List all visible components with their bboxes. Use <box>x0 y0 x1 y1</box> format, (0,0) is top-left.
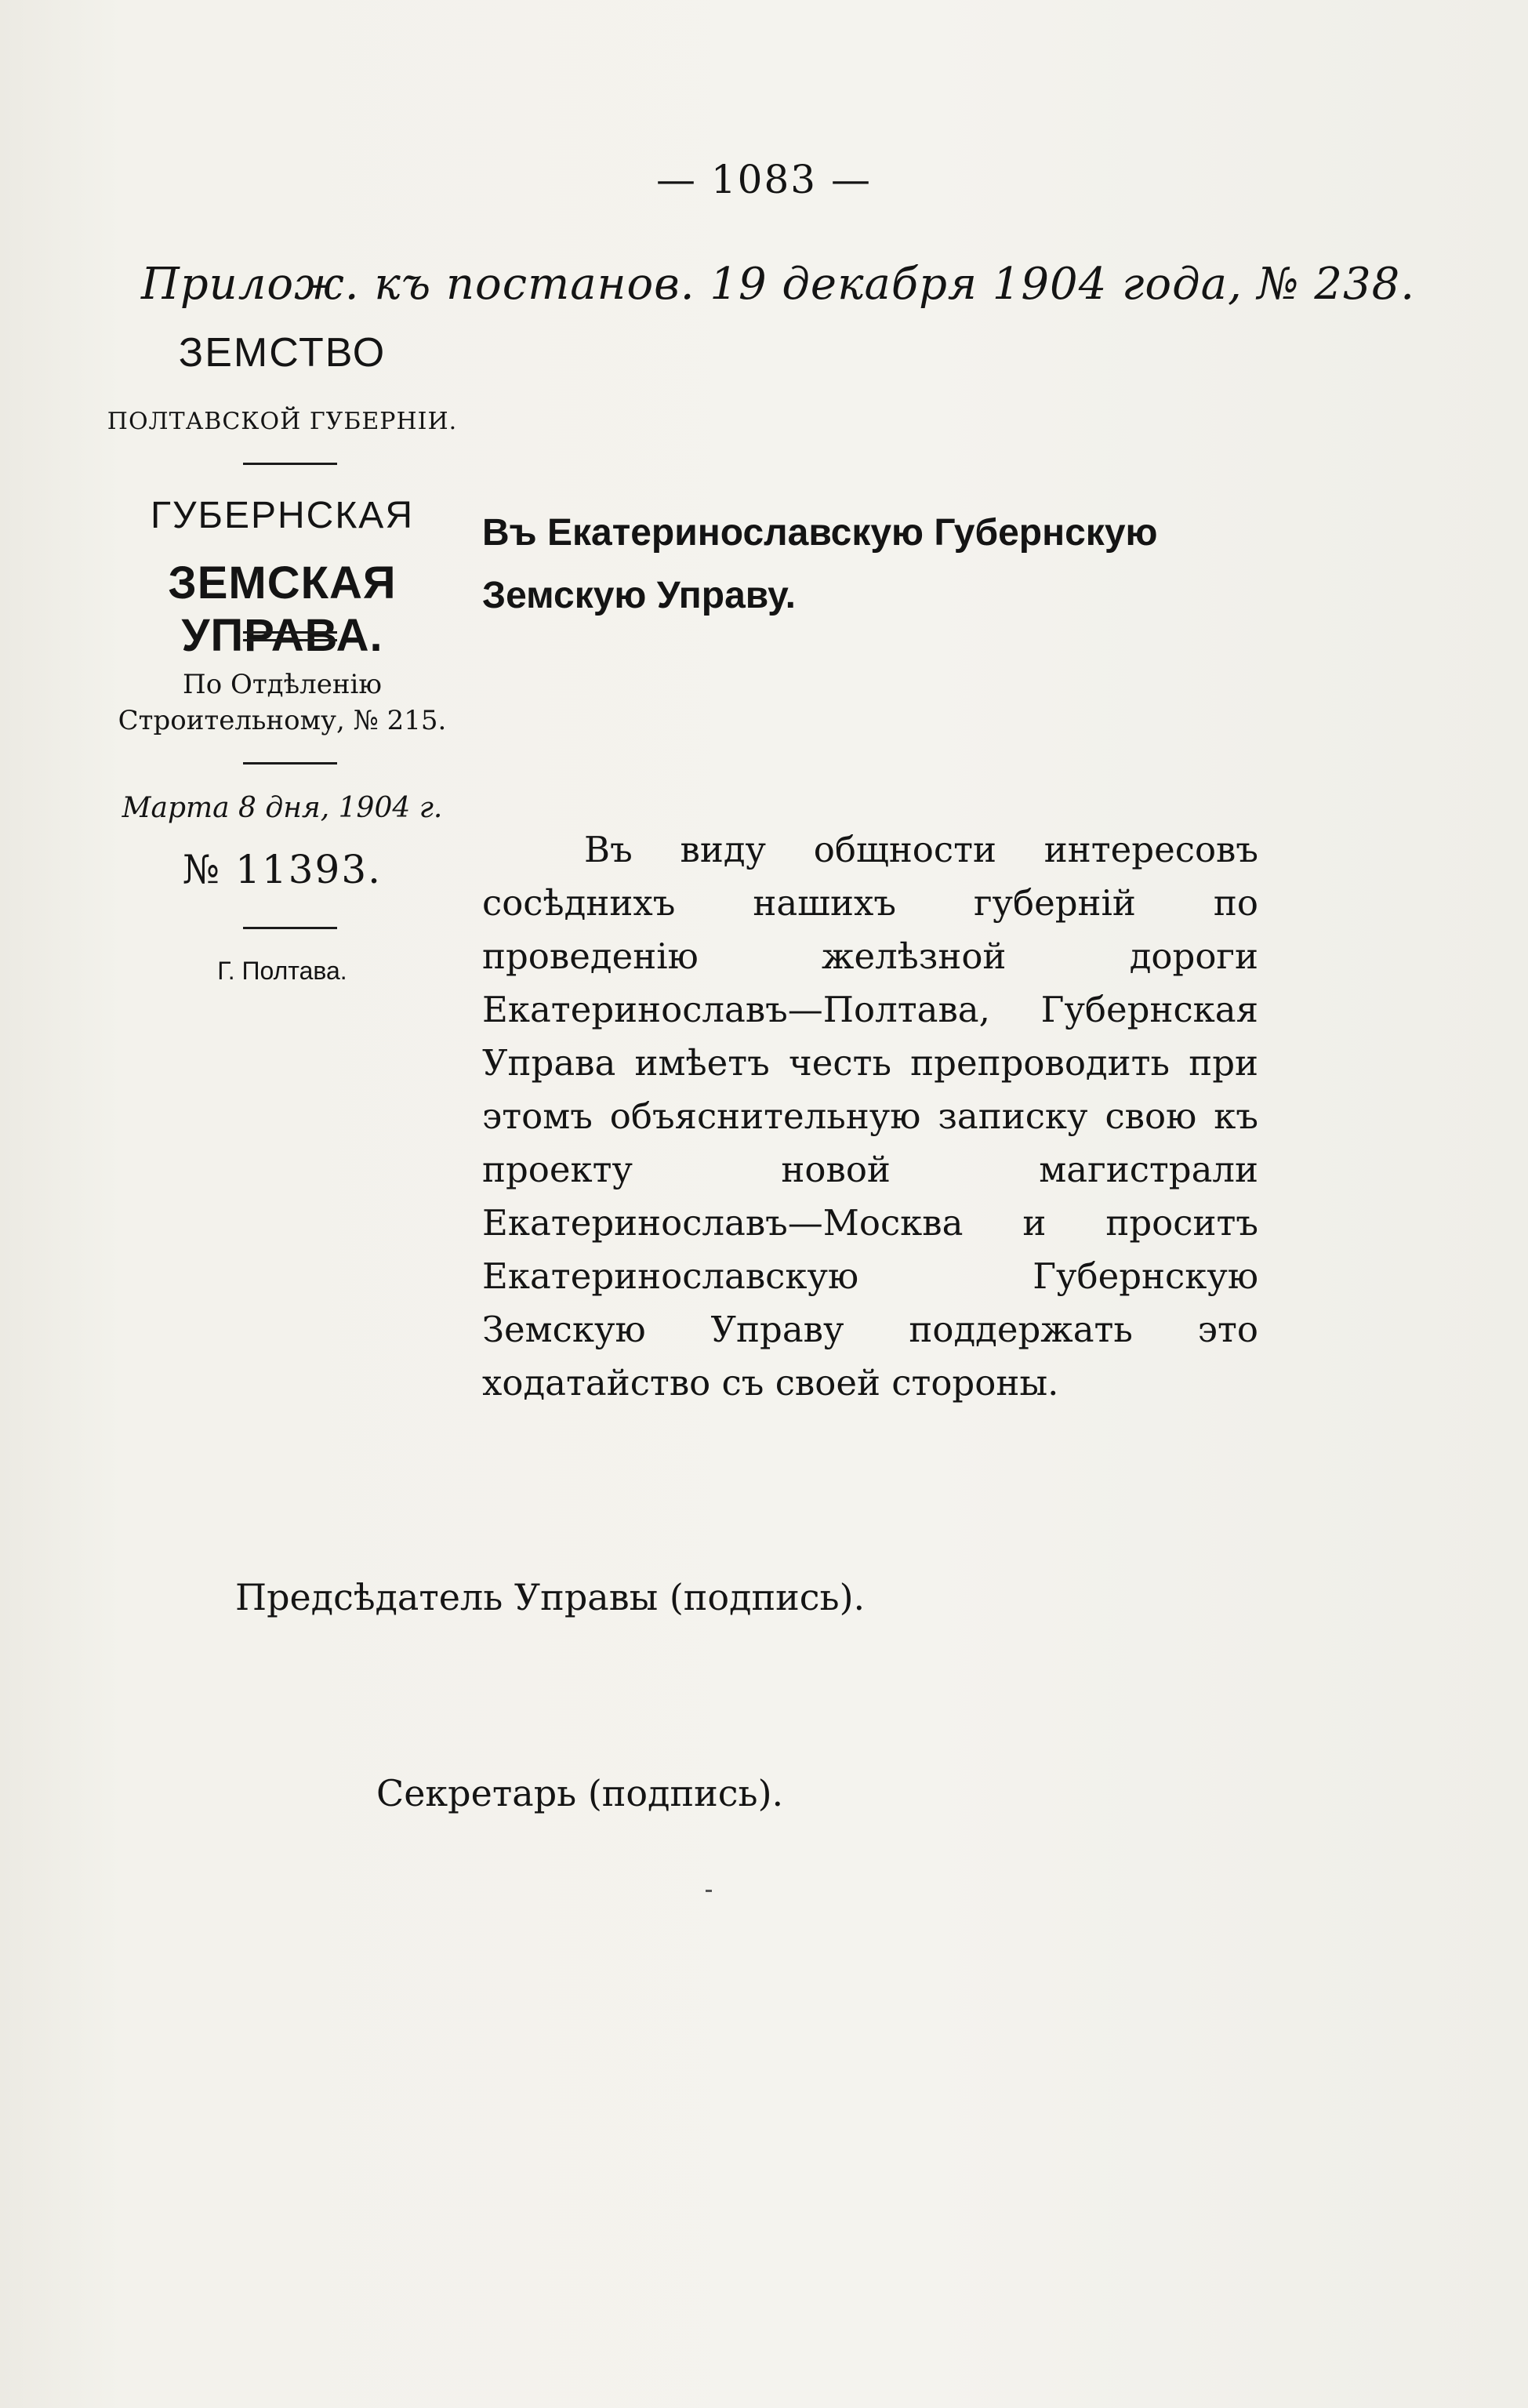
page-number: — 1083 — <box>655 157 873 202</box>
addressee-block <box>482 502 1258 627</box>
double-divider-bottom <box>243 639 337 641</box>
uprava-heading: ЗЕМСКАЯ УПРАВА. <box>168 558 397 661</box>
ink-mark <box>706 1890 712 1892</box>
letter-number: № 11393. <box>182 847 383 892</box>
appendix-reference: Прилож. къ постанов. 19 декабря 1904 года, № 238. <box>141 259 1416 310</box>
department-reference: По Отдѣленію Строительному, № 215. <box>118 669 447 736</box>
zemstvo-heading: ЗЕМСТВО <box>178 330 387 376</box>
province-name: ПОЛТАВСКОЙ ГУБЕРНІИ. <box>107 408 458 435</box>
gubernskaya-heading: ГУБЕРНСКАЯ <box>151 495 414 536</box>
chairman-signature: Предсѣдатель Управы (подпись). <box>235 1576 866 1618</box>
divider <box>243 762 337 765</box>
letter-date: Марта 8 дня, 1904 г. <box>122 792 443 824</box>
letter-body: Въ виду общности интересовъ сосѣднихъ нашихъ губерній по проведенію желѣзной дороги Екатеринославъ—Полтава, Губернская Управа имѣетъ честь препроводить при этомъ объяснительную записку свою къ проекту новой магистрали Екатеринославъ—Москва и проситъ Екатеринославскую Губернскую Земскую Управу поддержать это ходатайство съ своей стороны. <box>482 829 1258 1404</box>
divider <box>243 463 337 465</box>
city-name: Г. Полтава. <box>217 957 347 985</box>
addressee: Въ Екатеринославскую Губернскую Земскую Управу. <box>482 512 1158 616</box>
divider <box>243 927 337 929</box>
double-divider-top <box>243 631 337 634</box>
secretary-signature: Секретарь (подпись). <box>376 1772 784 1814</box>
